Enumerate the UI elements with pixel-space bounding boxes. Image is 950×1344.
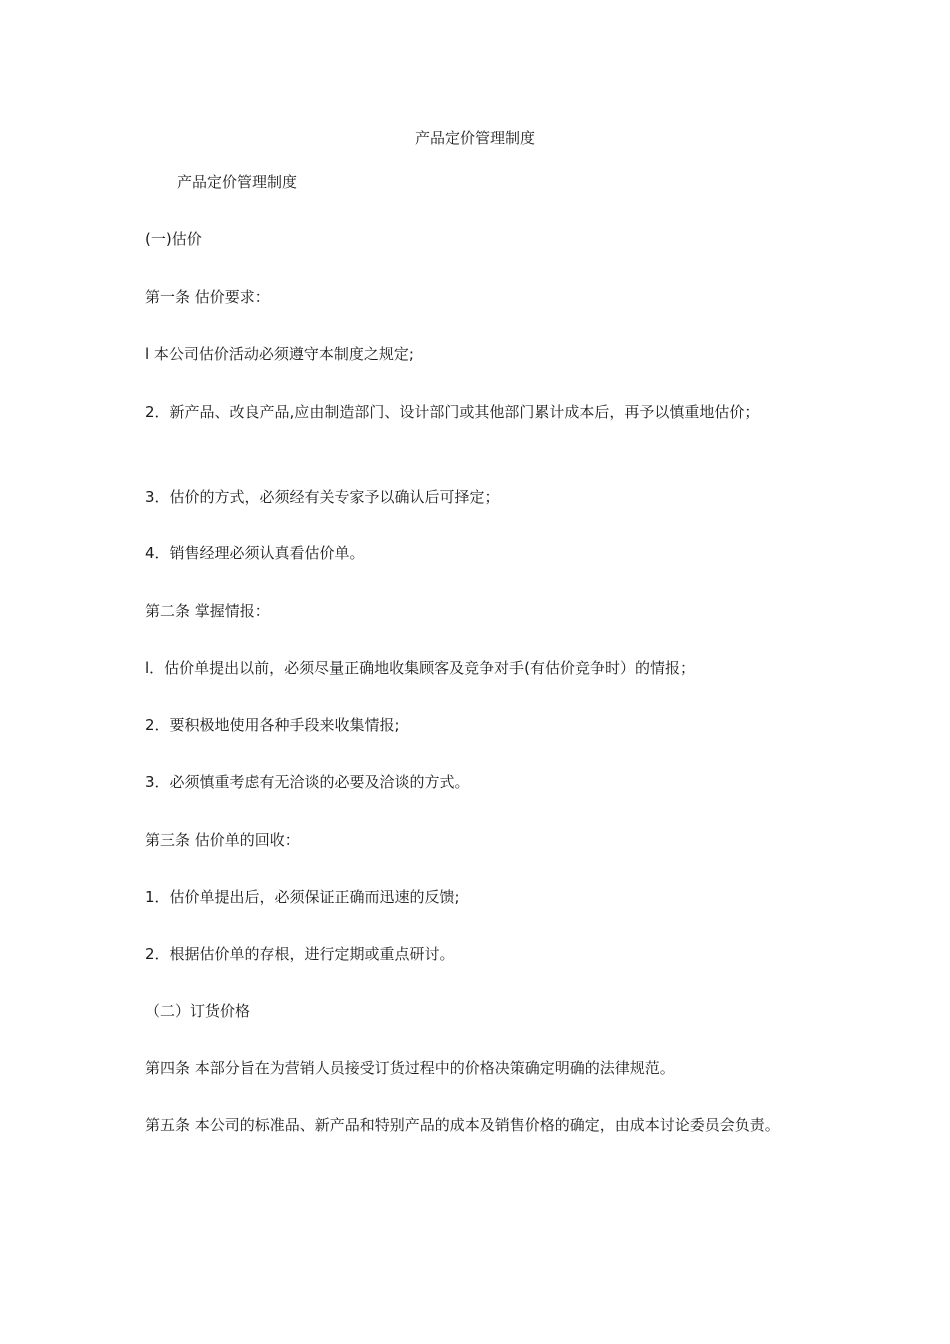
article-2-item-3: 3．必须慎重考虑有无洽谈的必要及洽谈的方式。 (145, 773, 470, 791)
article-3-item-2: 2．根据估价单的存根，进行定期或重点研讨。 (145, 945, 455, 963)
article-1-heading: 第一条 估价要求： (145, 288, 270, 306)
article-3-heading: 第三条 估价单的回收： (145, 831, 300, 849)
section-heading-estimate: (一)估价 (145, 230, 202, 248)
article-4: 第四条 本部分旨在为营销人员接受订货过程中的价格决策确定明确的法律规范。 (145, 1059, 675, 1077)
document-subtitle: 产品定价管理制度 (177, 173, 298, 191)
article-2-heading: 第二条 掌握情报： (145, 602, 270, 620)
section-heading-order-price: （二）订货价格 (145, 1002, 251, 1020)
article-1-item-4: 4．销售经理必须认真看估价单。 (145, 544, 365, 562)
document-title: 产品定价管理制度 (414, 129, 535, 147)
article-1-item-1: l 本公司估价活动必须遵守本制度之规定; (145, 345, 414, 363)
article-2-item-1: l．估价单提出以前，必须尽量正确地收集顾客及竞争对手(有估价竞争时）的情报； (145, 659, 696, 677)
article-1-item-2: 2．新产品、改良产品,应由制造部门、设计部门或其他部门累计成本后，再予以慎重地估价； (145, 403, 760, 421)
article-1-item-3: 3．估价的方式，必须经有关专家予以确认后可择定； (145, 488, 500, 506)
article-2-item-2: 2．要积极地使用各种手段来收集情报; (145, 716, 400, 734)
article-3-item-1: 1．估价单提出后，必须保证正确而迅速的反馈; (145, 888, 460, 906)
article-5: 第五条 本公司的标准品、新产品和特别产品的成本及销售价格的确定，由成本讨论委员会负责。 (145, 1116, 780, 1134)
